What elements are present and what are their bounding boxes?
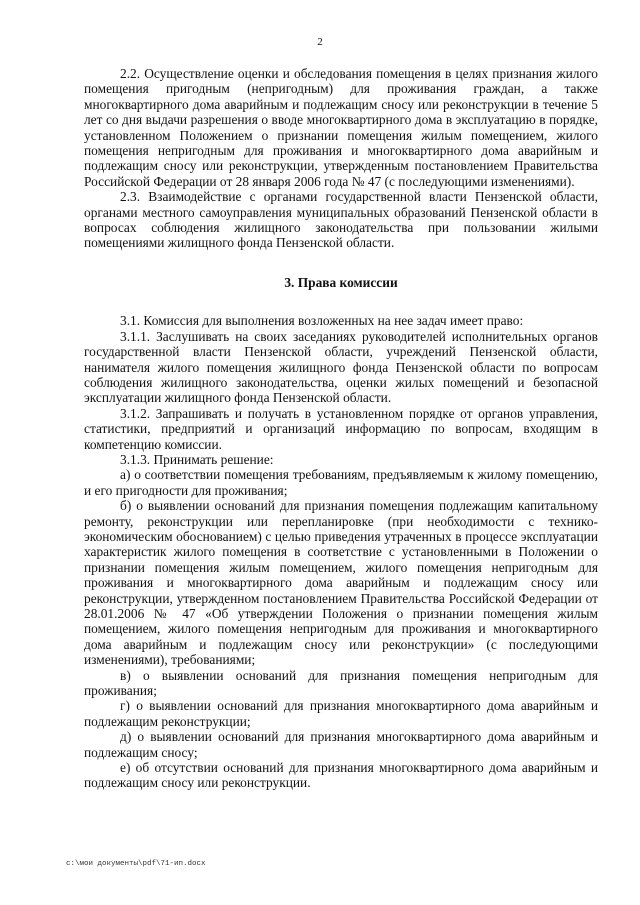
paragraph-3-1: 3.1. Комиссия для выполнения возложенных на нее задач имеет право: xyxy=(120,313,524,329)
paragraph-3-1-2: 3.1.2. Запрашивать и получать в установленном порядке от органов управления, статистики, предприятий и организаций информацию по вопросам, входящим в компетенцию комиссии. xyxy=(84,405,598,452)
page-number: 2 xyxy=(317,36,323,48)
list-item-b: б) о выявлении оснований для признания помещения подлежащим капитальному ремонту, реконструкции или перепланировке (при необходимости с технико-экономическим обоснованием) с целью приведения утраченных в процессе эксплуатации характеристик жилого помещения в соответствие с установленными в Положении о признании помещения жилым помещением, жилого помещения непригодным для проживания и многоквартирного дома аварийным и подлежащим сносу или реконструкции, утвержденном постановлением Правительства Российской Федерации от 28.01.2006 № 47 «Об утверждении Положения о признании помещения жилым помещением, жилого помещения непригодным для проживания и многоквартирного дома аварийным и подлежащим сносу или реконструкции» (с последующими изменениями), требованиями; xyxy=(84,498,598,668)
paragraph-2-2: 2.2. Осуществление оценки и обследования помещения в целях признания жилого помещения пригодным (непригодным) для проживания граждан, а также многоквартирного дома аварийным и подлежащим сносу или реконструкции в течение 5 лет со дня выдачи разрешения о вводе многоквартирного дома в эксплуатацию в порядке, установленном Положением о признании помещения жилым помещением, жилого помещения непригодным для проживания и многоквартирного дома аварийным и подлежащим сносу или реконструкции, утвержденным постановлением Правительства Российской Федерации от 28 января 2006 года № 47 (с последующими изменениями). xyxy=(84,66,598,189)
list-item-a: а) о соответствии помещения требованиям, предъявляемым к жилому помещению, и его пригодности для проживания; xyxy=(84,467,598,498)
file-path-footer: c:\мои документы\pdf\71-ип.docx xyxy=(66,860,206,868)
paragraph-3-1-1: 3.1.1. Заслушивать на своих заседаниях руководителей исполнительных органов государственной власти Пензенской области, учреждений Пензенской области, нанимателя жилого помещения жилищного фонда Пензенской области по вопросам соблюдения жилищного законодательства, оценки жилых помещений и безопасной эксплуатации жилищного фонда Пензенской области. xyxy=(84,328,598,406)
paragraph-3-1-3: 3.1.3. Принимать решение: xyxy=(120,451,274,467)
list-item-v: в) о выявлении оснований для признания помещения непригодным для проживания; xyxy=(84,667,598,699)
section-heading: 3. Права комиссии xyxy=(284,274,398,290)
document-body xyxy=(84,66,598,791)
list-item-g: г) о выявлении оснований для признания многоквартирного дома аварийным и подлежащим реконструкции; xyxy=(84,698,598,729)
list-item-d: д) о выявлении оснований для признания многоквартирного дома аварийным и подлежащим сносу; xyxy=(84,729,598,760)
list-item-e: е) об отсутствии оснований для признания многоквартирного дома аварийным и подлежащим сносу или реконструкции. xyxy=(84,760,598,791)
paragraph-2-3: 2.3. Взаимодействие с органами государственной власти Пензенской области, органами местного самоуправления муниципальных образований Пензенской области в вопросах соблюдения жилищного законодательства при пользовании жилыми помещениями жилищного фонда Пензенской области. xyxy=(84,189,598,251)
